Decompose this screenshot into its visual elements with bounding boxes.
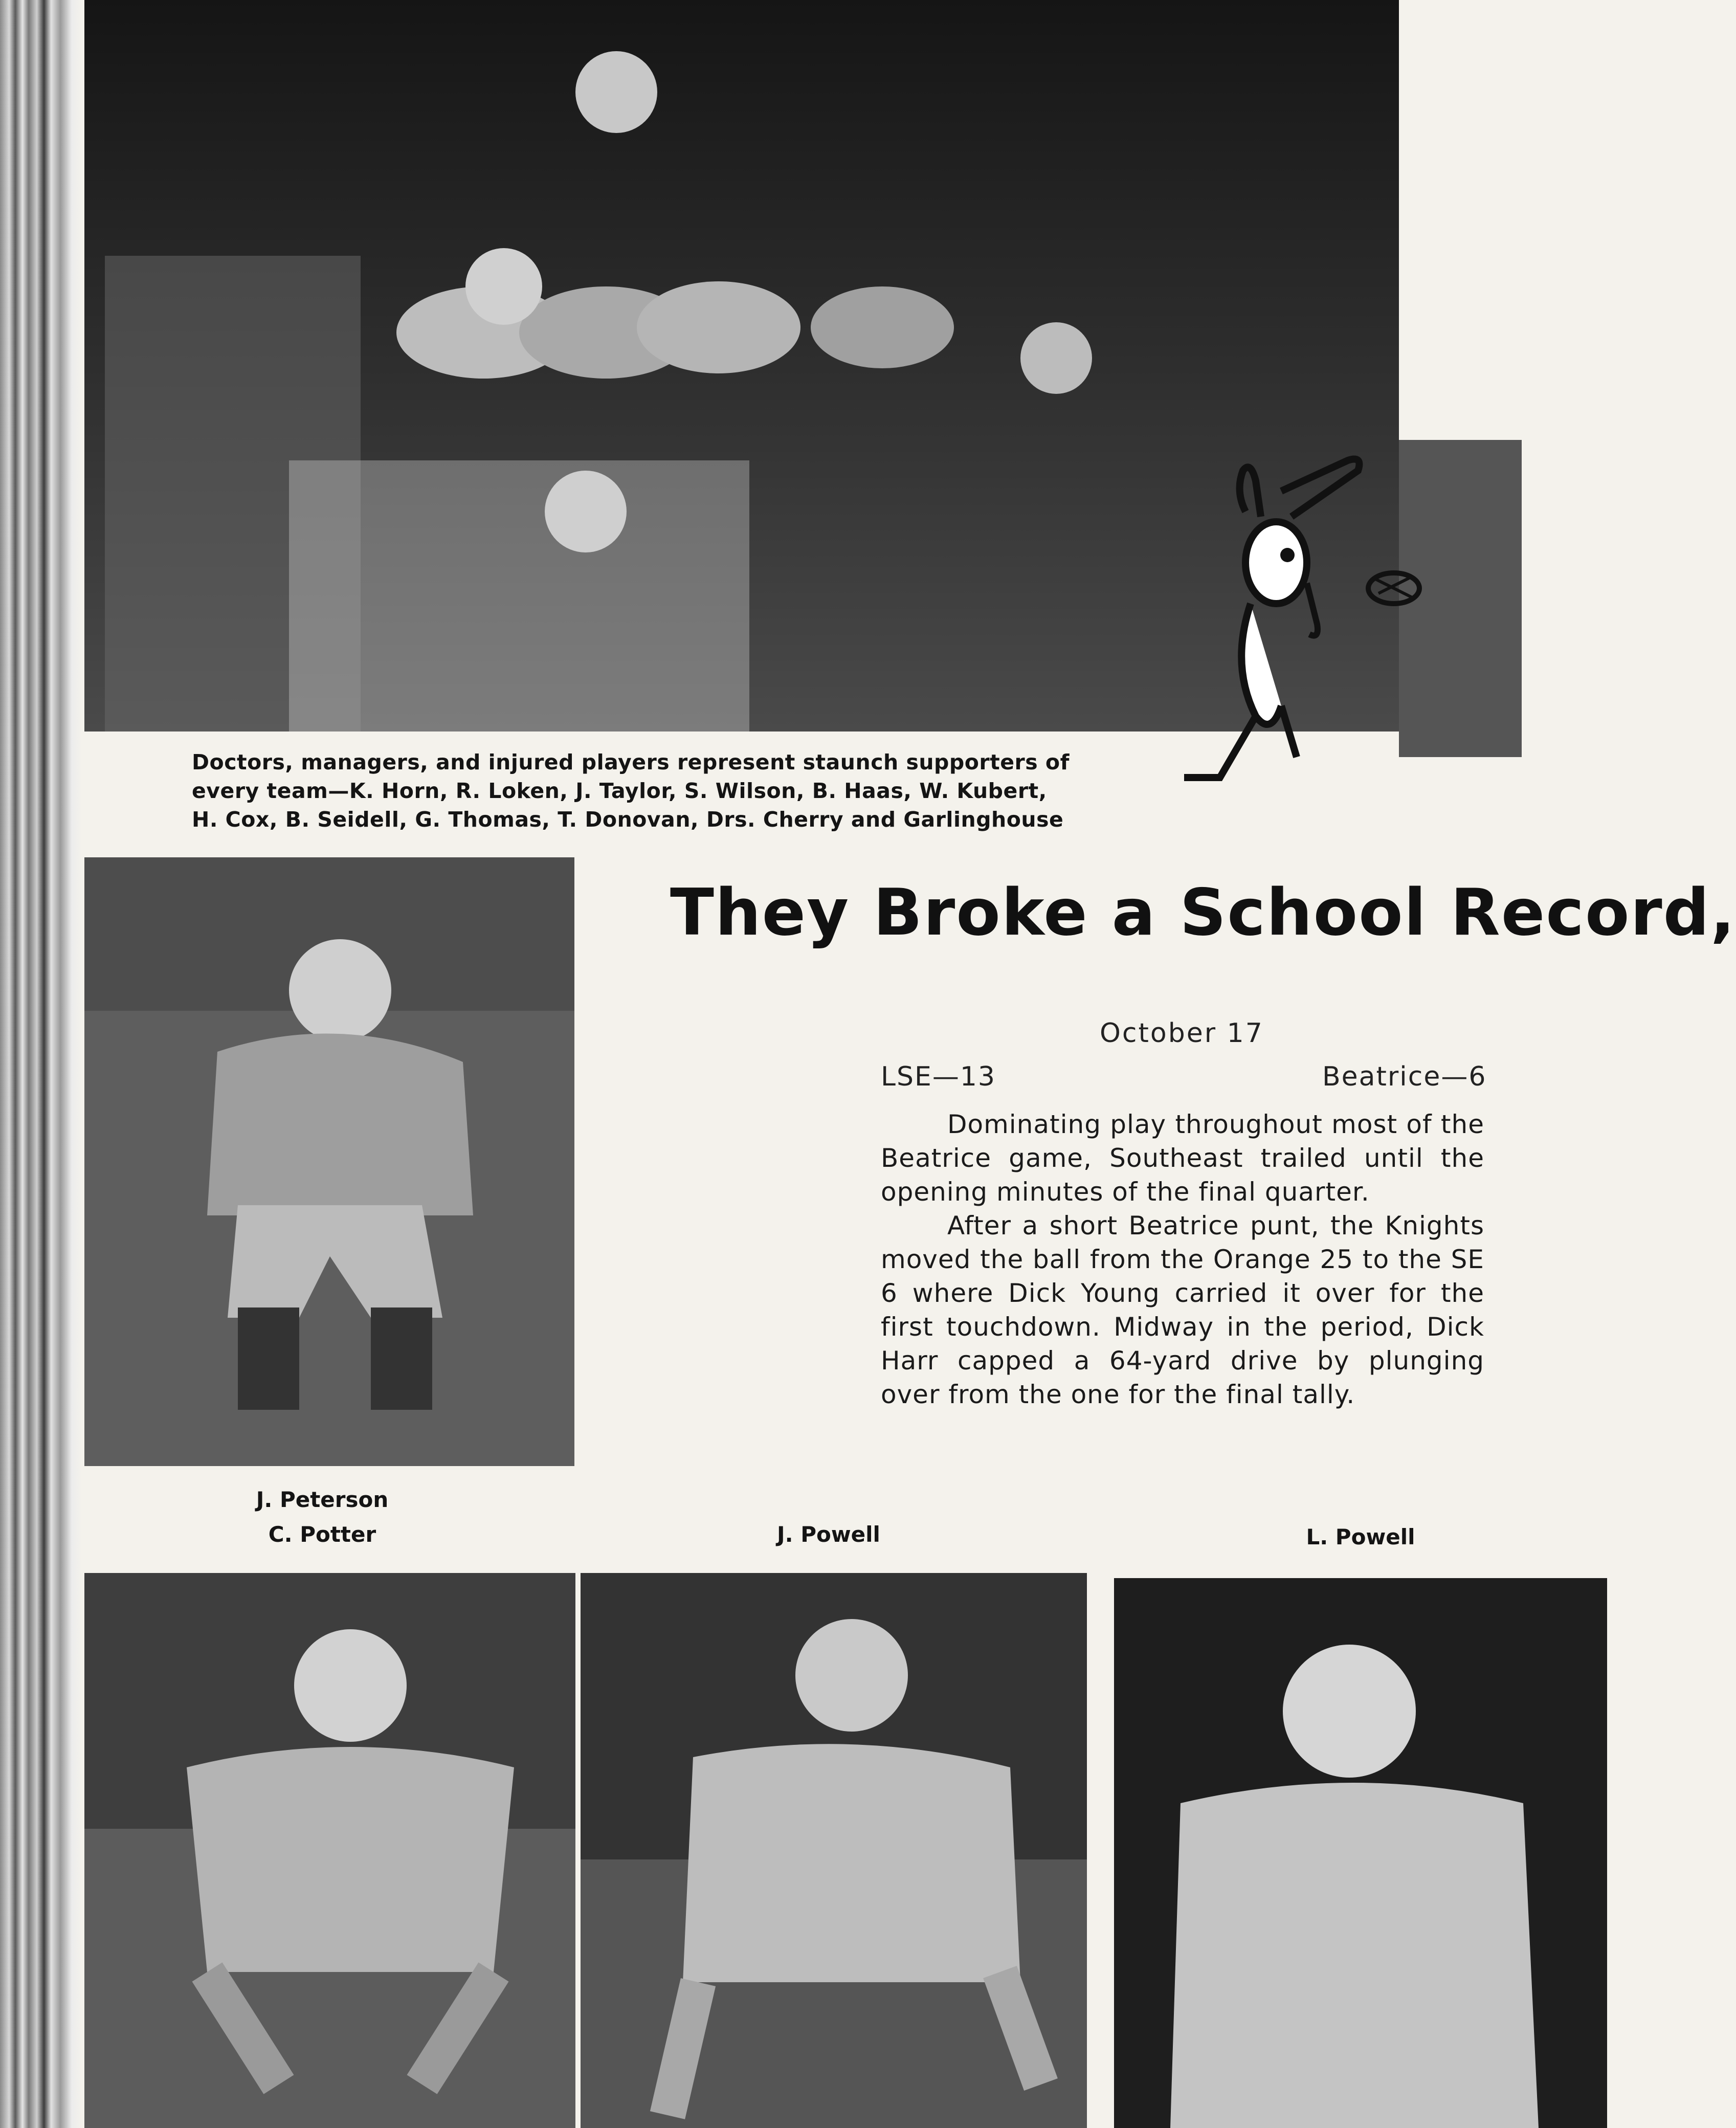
caption-line-1: Doctors, managers, and injured players represent staunch supporters of: [192, 750, 1070, 774]
story-paragraph-2: After a short Beatrice punt, the Knights moved the ball from the Orange 25 to the SE 6 where Dick Young carried it over for the first touchdown. Midway in the period, Dick Harr capped a 64-yard drive by plunging over from the one for the final tally.: [881, 1211, 1484, 1409]
page-binding-edge: [0, 0, 82, 2128]
peterson-photo: [84, 857, 574, 1466]
name-potter: C. Potter: [268, 1522, 376, 1547]
page-headline: They Broke a School Record,: [670, 875, 1736, 950]
story-paragraph-1: Dominating play throughout most of the Beatrice game, Southeast trailed until the opening minutes of the final quarter.: [881, 1110, 1484, 1207]
beatrice-score: Beatrice—6: [1322, 1061, 1487, 1092]
sideline-photo-caption: [192, 748, 1072, 834]
potter-photo: [84, 1573, 575, 2128]
caption-line-3: H. Cox, B. Seidell, G. Thomas, T. Donovan, Drs. Cherry and Garlinghouse: [192, 807, 1064, 832]
game-date: October 17: [1100, 1018, 1264, 1049]
lse-score: LSE—13: [881, 1061, 996, 1092]
name-l-powell: L. Powell: [1306, 1524, 1415, 1549]
name-j-powell: J. Powell: [777, 1522, 880, 1547]
caption-line-2: every team—K. Horn, R. Loken, J. Taylor, S. Wilson, B. Haas, W. Kubert,: [192, 779, 1047, 803]
j-powell-photo: [581, 1573, 1087, 2128]
cartoon-knight-figure: [1153, 450, 1419, 798]
game-story: [881, 1107, 1484, 1411]
l-powell-photo: [1114, 1578, 1607, 2128]
name-peterson: J. Peterson: [256, 1487, 389, 1512]
